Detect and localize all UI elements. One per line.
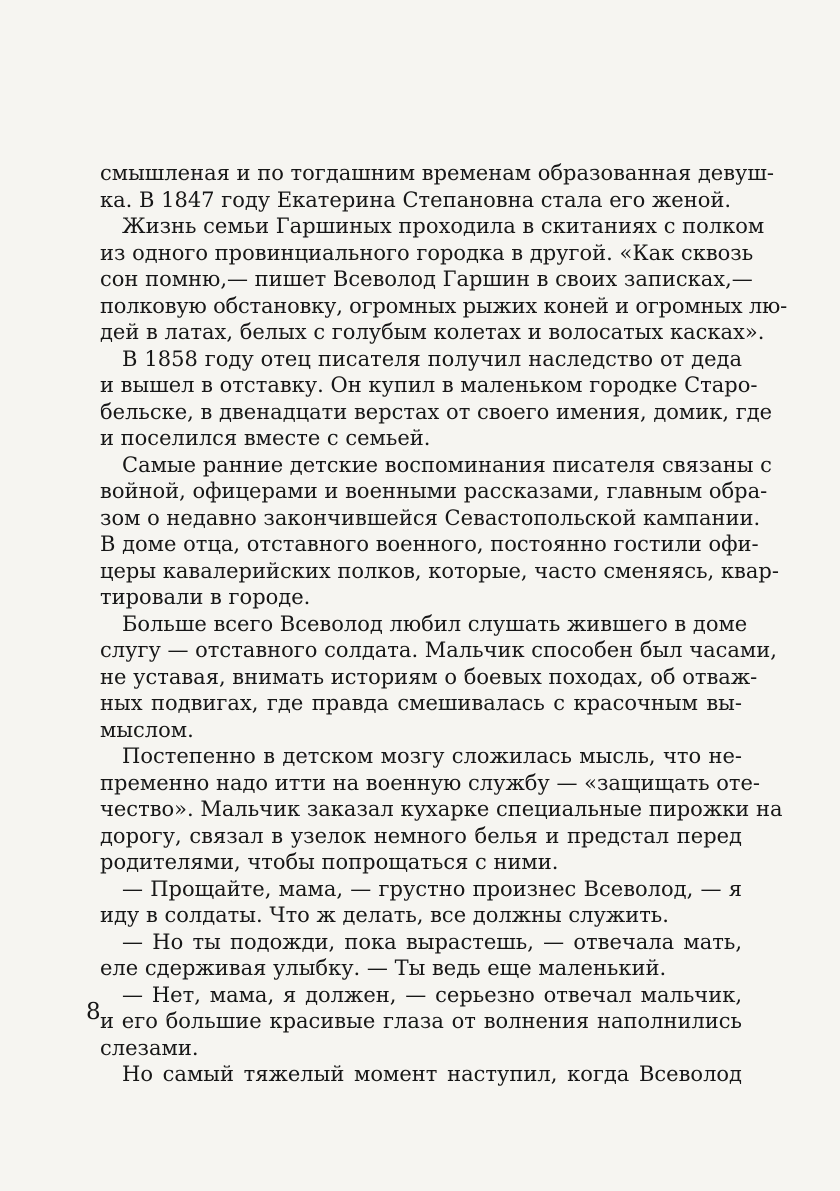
text-line: чество». Мальчик заказал кухарке специальные пирожки на — [100, 797, 783, 821]
text-line: не уставая, внимать историям о боевых походах, об отваж- — [100, 664, 758, 689]
text-line: дорогу, связал в узелок немного белья и предстал перед — [100, 823, 742, 848]
text-line: войной, офицерами и военными рассказами, главным обра- — [100, 479, 768, 503]
text-line: и его большие красивые глаза от волнения наполнились — [100, 1009, 742, 1033]
text-line: полковую обстановку, огромных рыжих коней и огромных лю- — [100, 293, 787, 318]
text-line: тировали в городе. — [100, 585, 311, 609]
text-line: Самые ранние детские воспоминания писателя связаны с — [122, 452, 772, 477]
text-line: ных подвигах, где правда смешивалась с красочным вы- — [100, 691, 742, 715]
text-line: дей в латах, белых с голубым колетах и волосатых касках». — [100, 320, 765, 344]
text-line: из одного провинциального городка в другой. «Как сквозь — [100, 240, 754, 265]
page-number: 8 — [86, 999, 101, 1025]
text-line: ка. В 1847 году Екатерина Степановна стала его женой. — [100, 187, 732, 212]
text-line: В доме отца, отставного военного, постоянно гостили офи- — [100, 532, 759, 556]
text-line: — Нет, мама, я должен, — серьезно отвечал мальчик, — [122, 982, 742, 1007]
text-line: и вышел в отставку. Он купил в маленьком городке Старо- — [100, 373, 758, 397]
text-line: Но самый тяжелый момент наступил, когда Всеволод — [122, 1062, 742, 1086]
text-line: мыслом. — [100, 717, 194, 742]
text-line: Постепенно в детском мозгу сложилась мысль, что не- — [122, 744, 742, 768]
text-line: иду в солдаты. Что ж делать, все должны служить. — [100, 903, 669, 927]
text-line: пременно надо итти на военную службу — «защищать оте- — [100, 770, 761, 795]
text-line: Больше всего Всеволод любил слушать жившего в доме — [122, 611, 748, 636]
page-text — [100, 160, 787, 1088]
text-line: слугу — отставного солдата. Мальчик способен был часами, — [100, 638, 777, 662]
text-line: и поселился вместе с семьей. — [100, 426, 431, 450]
text-line: еле сдерживая улыбку. — Ты ведь еще маленький. — [100, 956, 667, 980]
text-line: смышленая и по тогдашним временам образованная девуш- — [100, 161, 775, 185]
text-line: В 1858 году отец писателя получил наследство от деда — [122, 346, 742, 371]
text-line: Жизнь семьи Гаршиных проходила в скитаниях с полком — [122, 214, 765, 238]
text-line: слезами. — [100, 1035, 199, 1060]
text-line: сон помню,— пишет Всеволод Гаршин в своих записках,— — [100, 267, 753, 291]
text-line: — Прощайте, мама, — грустно произнес Всеволод, — я — [122, 876, 742, 901]
text-line: — Но ты подожди, пока вырастешь, — отвечала мать, — [122, 929, 742, 954]
text-line: бельске, в двенадцати верстах от своего имения, домик, где — [100, 399, 773, 424]
text-line: церы кавалерийских полков, которые, часто сменяясь, квар- — [100, 558, 779, 583]
text-line: родителями, чтобы попрощаться с ними. — [100, 850, 559, 874]
text-line: зом о недавно закончившейся Севастопольской кампании. — [100, 505, 761, 530]
